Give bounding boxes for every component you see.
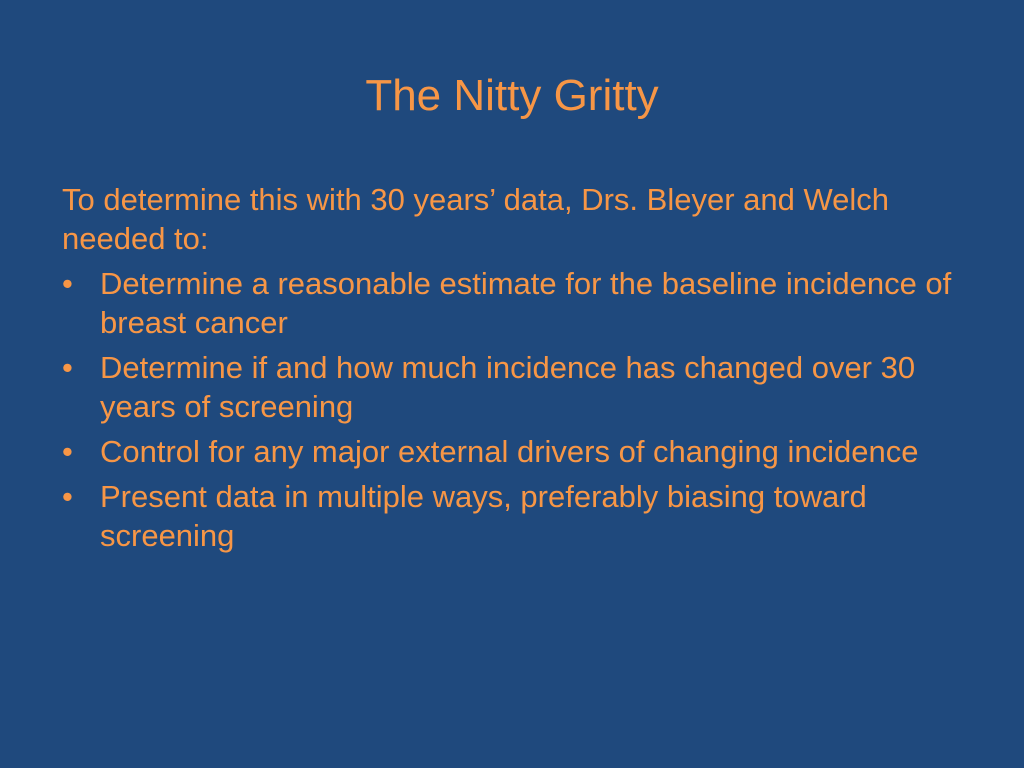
bullet-icon: •	[62, 434, 73, 469]
slide-title: The Nitty Gritty	[365, 71, 659, 120]
bullet-item	[62, 348, 972, 426]
bullet-text: Control for any major external drivers of changing incidence	[100, 434, 919, 469]
bullet-text: Present data in multiple ways, preferably biasing toward screening	[100, 479, 867, 553]
bullet-icon: •	[62, 479, 73, 514]
bullet-icon: •	[62, 266, 73, 301]
bullet-item	[62, 264, 972, 342]
bullet-item	[62, 432, 972, 471]
bullet-icon: •	[62, 350, 73, 385]
intro-paragraph: To determine this with 30 years’ data, Drs. Bleyer and Welch needed to:	[62, 182, 890, 256]
bullet-list	[62, 264, 972, 555]
bullet-text: Determine a reasonable estimate for the baseline incidence of breast cancer	[100, 266, 952, 340]
bullet-item	[62, 477, 972, 555]
slide-body	[62, 180, 972, 561]
bullet-text: Determine if and how much incidence has changed over 30 years of screening	[100, 350, 916, 424]
